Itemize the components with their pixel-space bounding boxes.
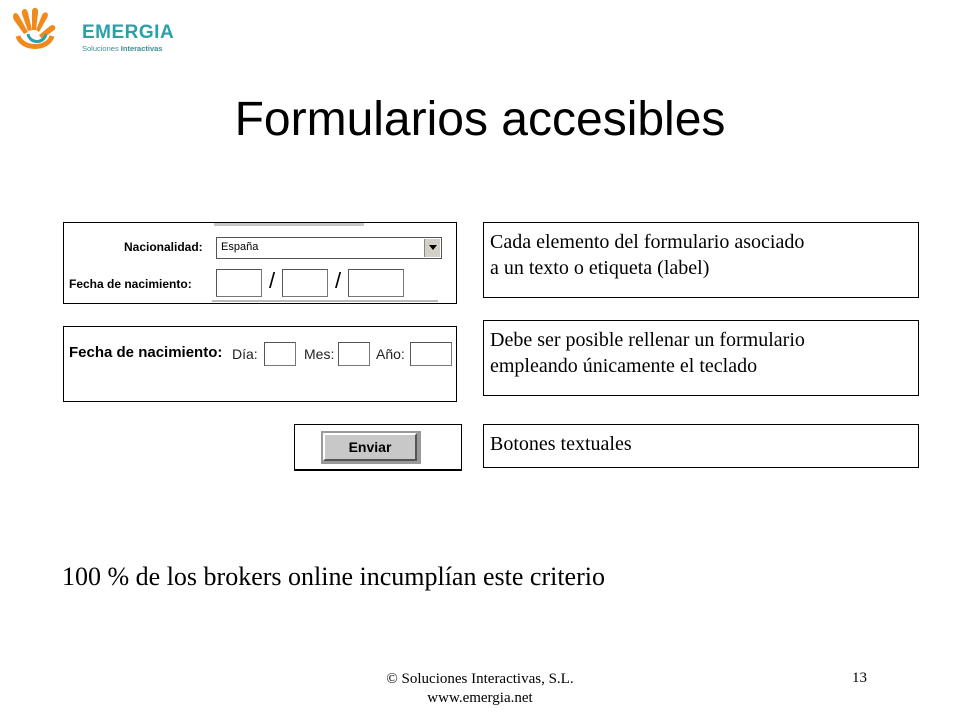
month-label: Mes: [304, 346, 335, 362]
year-field[interactable] [410, 342, 452, 366]
month-field[interactable] [338, 342, 370, 366]
day-field[interactable] [264, 342, 296, 366]
day-label: Día: [232, 346, 258, 362]
nationality-label: Nacionalidad: [124, 240, 203, 254]
form-example-labels [63, 222, 457, 304]
description-keyboard [483, 320, 919, 396]
hand-logo-icon [8, 6, 78, 52]
birth-date-label: Fecha de nacimiento: [69, 344, 223, 361]
slide-title: Formularios accesibles [234, 93, 726, 146]
form-example-keyboard [63, 326, 457, 402]
footer-copyright: © Soluciones Interactivas, S.L. [386, 671, 574, 687]
footer [300, 670, 660, 708]
divider [212, 300, 438, 302]
year-field[interactable] [348, 269, 404, 297]
description-line: empleando únicamente el teclado [490, 355, 758, 377]
chevron-down-icon[interactable] [424, 239, 440, 257]
day-field[interactable] [216, 269, 262, 297]
emergia-logo [8, 6, 208, 54]
statement: 100 % de los brokers online incumplían este criterio [62, 562, 605, 591]
divider [295, 469, 461, 471]
description-line: Cada elemento del formulario asociado [490, 231, 805, 253]
description-line: Debe ser posible rellenar un formulario [490, 329, 805, 351]
description-line: Botones textuales [490, 433, 632, 455]
year-label: Año: [376, 346, 405, 362]
date-separator: / [269, 268, 276, 293]
form-example-button [294, 424, 462, 471]
month-field[interactable] [282, 269, 328, 297]
logo-tagline: Soluciones Interactivas [82, 44, 163, 53]
date-separator: / [335, 268, 342, 293]
logo-name: EMERGIA [82, 22, 175, 43]
birth-date-label: Fecha de nacimiento: [69, 277, 192, 291]
footer-url: www.emergia.net [427, 690, 533, 706]
page-number: 13 [852, 670, 867, 686]
send-button[interactable]: Enviar [323, 433, 417, 461]
nationality-value: España [221, 241, 259, 253]
nationality-select[interactable] [216, 237, 442, 259]
description-line: a un texto o etiqueta (label) [490, 257, 710, 279]
description-buttons [483, 424, 919, 468]
divider [214, 223, 364, 226]
description-labels [483, 222, 919, 298]
